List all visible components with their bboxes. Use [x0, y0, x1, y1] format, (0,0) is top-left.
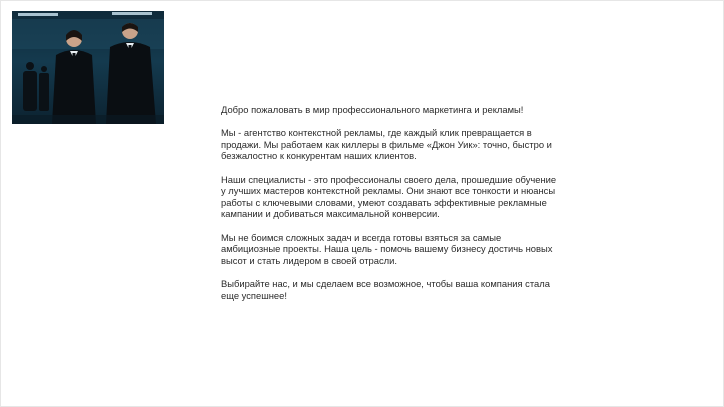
paragraph-goals: Мы не боимся сложных задач и всегда готовы взяться за самые амбициозные проекты. Наша цель - помочь вашему бизнесу достичь новых высот и стать лидером в своей отрасли.	[221, 231, 553, 266]
article-text	[221, 104, 557, 313]
hero-image	[12, 11, 164, 124]
paragraph-call-to-action: Выбирайте нас, и мы сделаем все возможное, чтобы ваша компания стала еще успешнее!	[221, 277, 550, 301]
paragraph-agency: Мы - агентство контекстной рекламы, где каждый клик превращается в продажи. Мы работаем как киллеры в фильме «Джон Уик»: точно, быстро и безжалостно к конкурентам наших клиентов.	[221, 127, 552, 162]
paragraph-welcome: Добро пожаловать в мир профессионального маркетинга и рекламы!	[221, 104, 524, 115]
paragraph-specialists: Наши специалисты - это профессионалы своего дела, прошедшие обучение у лучших мастеров контекстной рекламы. Они знают все тонкости и нюансы работы с ключевыми словами, умеют создавать эффективные рекламные кампании и добиваться максимальной конверсии.	[221, 173, 557, 220]
